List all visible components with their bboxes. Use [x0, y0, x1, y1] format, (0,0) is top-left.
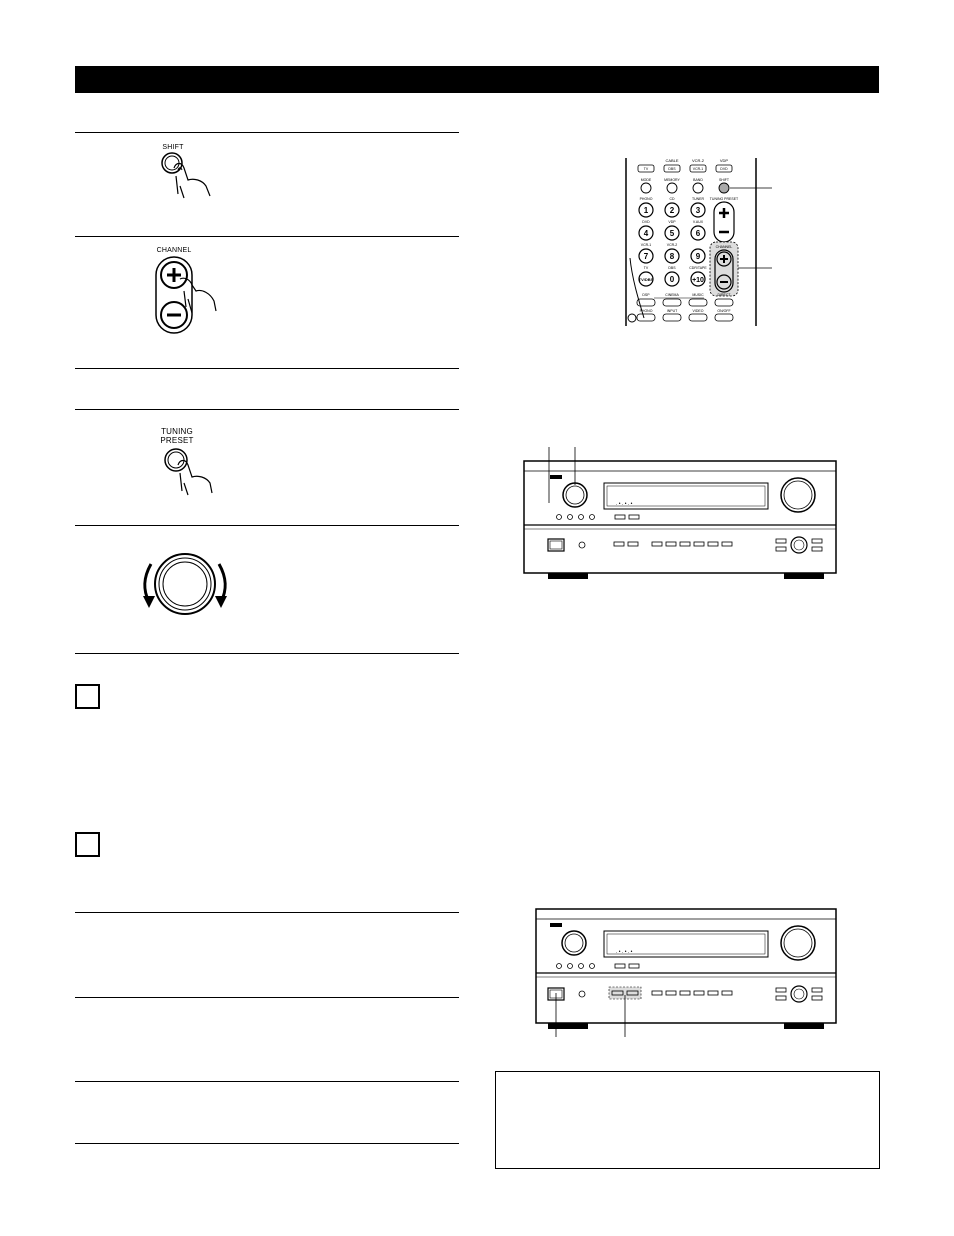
svg-text:DSP: DSP	[642, 293, 650, 297]
svg-text:DVD: DVD	[720, 167, 728, 171]
svg-text:INPUT: INPUT	[666, 309, 678, 313]
svg-text:CD: CD	[669, 197, 675, 201]
receiver-front-panel-illustration	[512, 905, 842, 1045]
svg-text:4: 4	[643, 229, 649, 238]
svg-text:8: 8	[669, 252, 675, 261]
svg-text:VCR-2: VCR-2	[691, 158, 705, 163]
svg-text:VCR-1: VCR-1	[640, 243, 652, 247]
svg-text:CABLE: CABLE	[665, 158, 679, 163]
svg-text:CHANNEL: CHANNEL	[715, 245, 733, 249]
svg-text:. • . • . •: . • . • . •	[616, 949, 633, 955]
svg-text:MEMORY: MEMORY	[664, 178, 680, 182]
divider	[75, 912, 459, 913]
shift-label: SHIFT	[162, 144, 184, 151]
step-box	[75, 684, 100, 709]
divider	[75, 525, 459, 526]
svg-text:TV: TV	[643, 266, 649, 270]
divider	[75, 653, 459, 654]
divider	[75, 409, 459, 410]
shift-button-illustration	[150, 150, 220, 205]
svg-text:1: 1	[643, 206, 649, 215]
svg-text:DBS: DBS	[668, 167, 676, 171]
svg-text:MUSIC: MUSIC	[692, 293, 704, 297]
svg-text:CDR/TAPE: CDR/TAPE	[689, 266, 707, 270]
svg-text:TV/DBS: TV/DBS	[638, 277, 654, 282]
divider	[75, 132, 459, 133]
svg-text:PHONO: PHONO	[639, 197, 653, 201]
svg-text:7: 7	[643, 252, 649, 261]
rotary-knob-illustration	[135, 550, 245, 630]
section-header-bar	[75, 66, 879, 93]
channel-rocker-illustration	[150, 255, 230, 335]
divider	[75, 236, 459, 237]
note-box	[495, 1071, 880, 1169]
svg-text:VCR-2: VCR-2	[666, 243, 678, 247]
svg-text:CINEMA: CINEMA	[665, 293, 679, 297]
svg-text:DBS: DBS	[668, 266, 676, 270]
divider	[75, 997, 459, 998]
remote-control-illustration	[620, 158, 780, 328]
svg-text:2: 2	[669, 206, 675, 215]
svg-text:0: 0	[669, 275, 675, 284]
svg-text:TUNING PRESET: TUNING PRESET	[709, 197, 739, 201]
receiver-front-panel-illustration	[512, 445, 842, 585]
svg-text:MODE: MODE	[640, 178, 652, 182]
svg-text:DIRECT: DIRECT	[717, 293, 731, 297]
svg-text:DVD: DVD	[642, 220, 650, 224]
tuning-preset-button-illustration	[150, 445, 220, 500]
channel-label: CHANNEL	[156, 247, 192, 254]
svg-text:VDP: VDP	[668, 220, 676, 224]
svg-text:BAND: BAND	[693, 178, 703, 182]
svg-text:+10: +10	[692, 277, 704, 284]
divider	[75, 368, 459, 369]
svg-text:TV: TV	[643, 167, 649, 171]
svg-text:VCR-1: VCR-1	[692, 167, 704, 171]
svg-text:TUNER: TUNER	[691, 197, 705, 201]
svg-text:SHIFT: SHIFT	[718, 178, 730, 182]
svg-text:V.AUX: V.AUX	[692, 220, 704, 224]
svg-text:5: 5	[669, 229, 675, 238]
svg-text:3: 3	[695, 206, 701, 215]
divider	[75, 1143, 459, 1144]
svg-text:9: 9	[695, 252, 701, 261]
svg-text:VIDEO: VIDEO	[692, 309, 704, 313]
svg-text:6: 6	[695, 229, 701, 238]
svg-text:VDP: VDP	[719, 158, 729, 163]
tuning-preset-label: TUNING PRESET	[160, 427, 194, 445]
step-box	[75, 832, 100, 857]
divider	[75, 1081, 459, 1082]
svg-text:PHONO: PHONO	[639, 309, 653, 313]
svg-text:ON/OFF: ON/OFF	[717, 309, 731, 313]
svg-text:. • . • . •: . • . • . •	[616, 501, 633, 507]
